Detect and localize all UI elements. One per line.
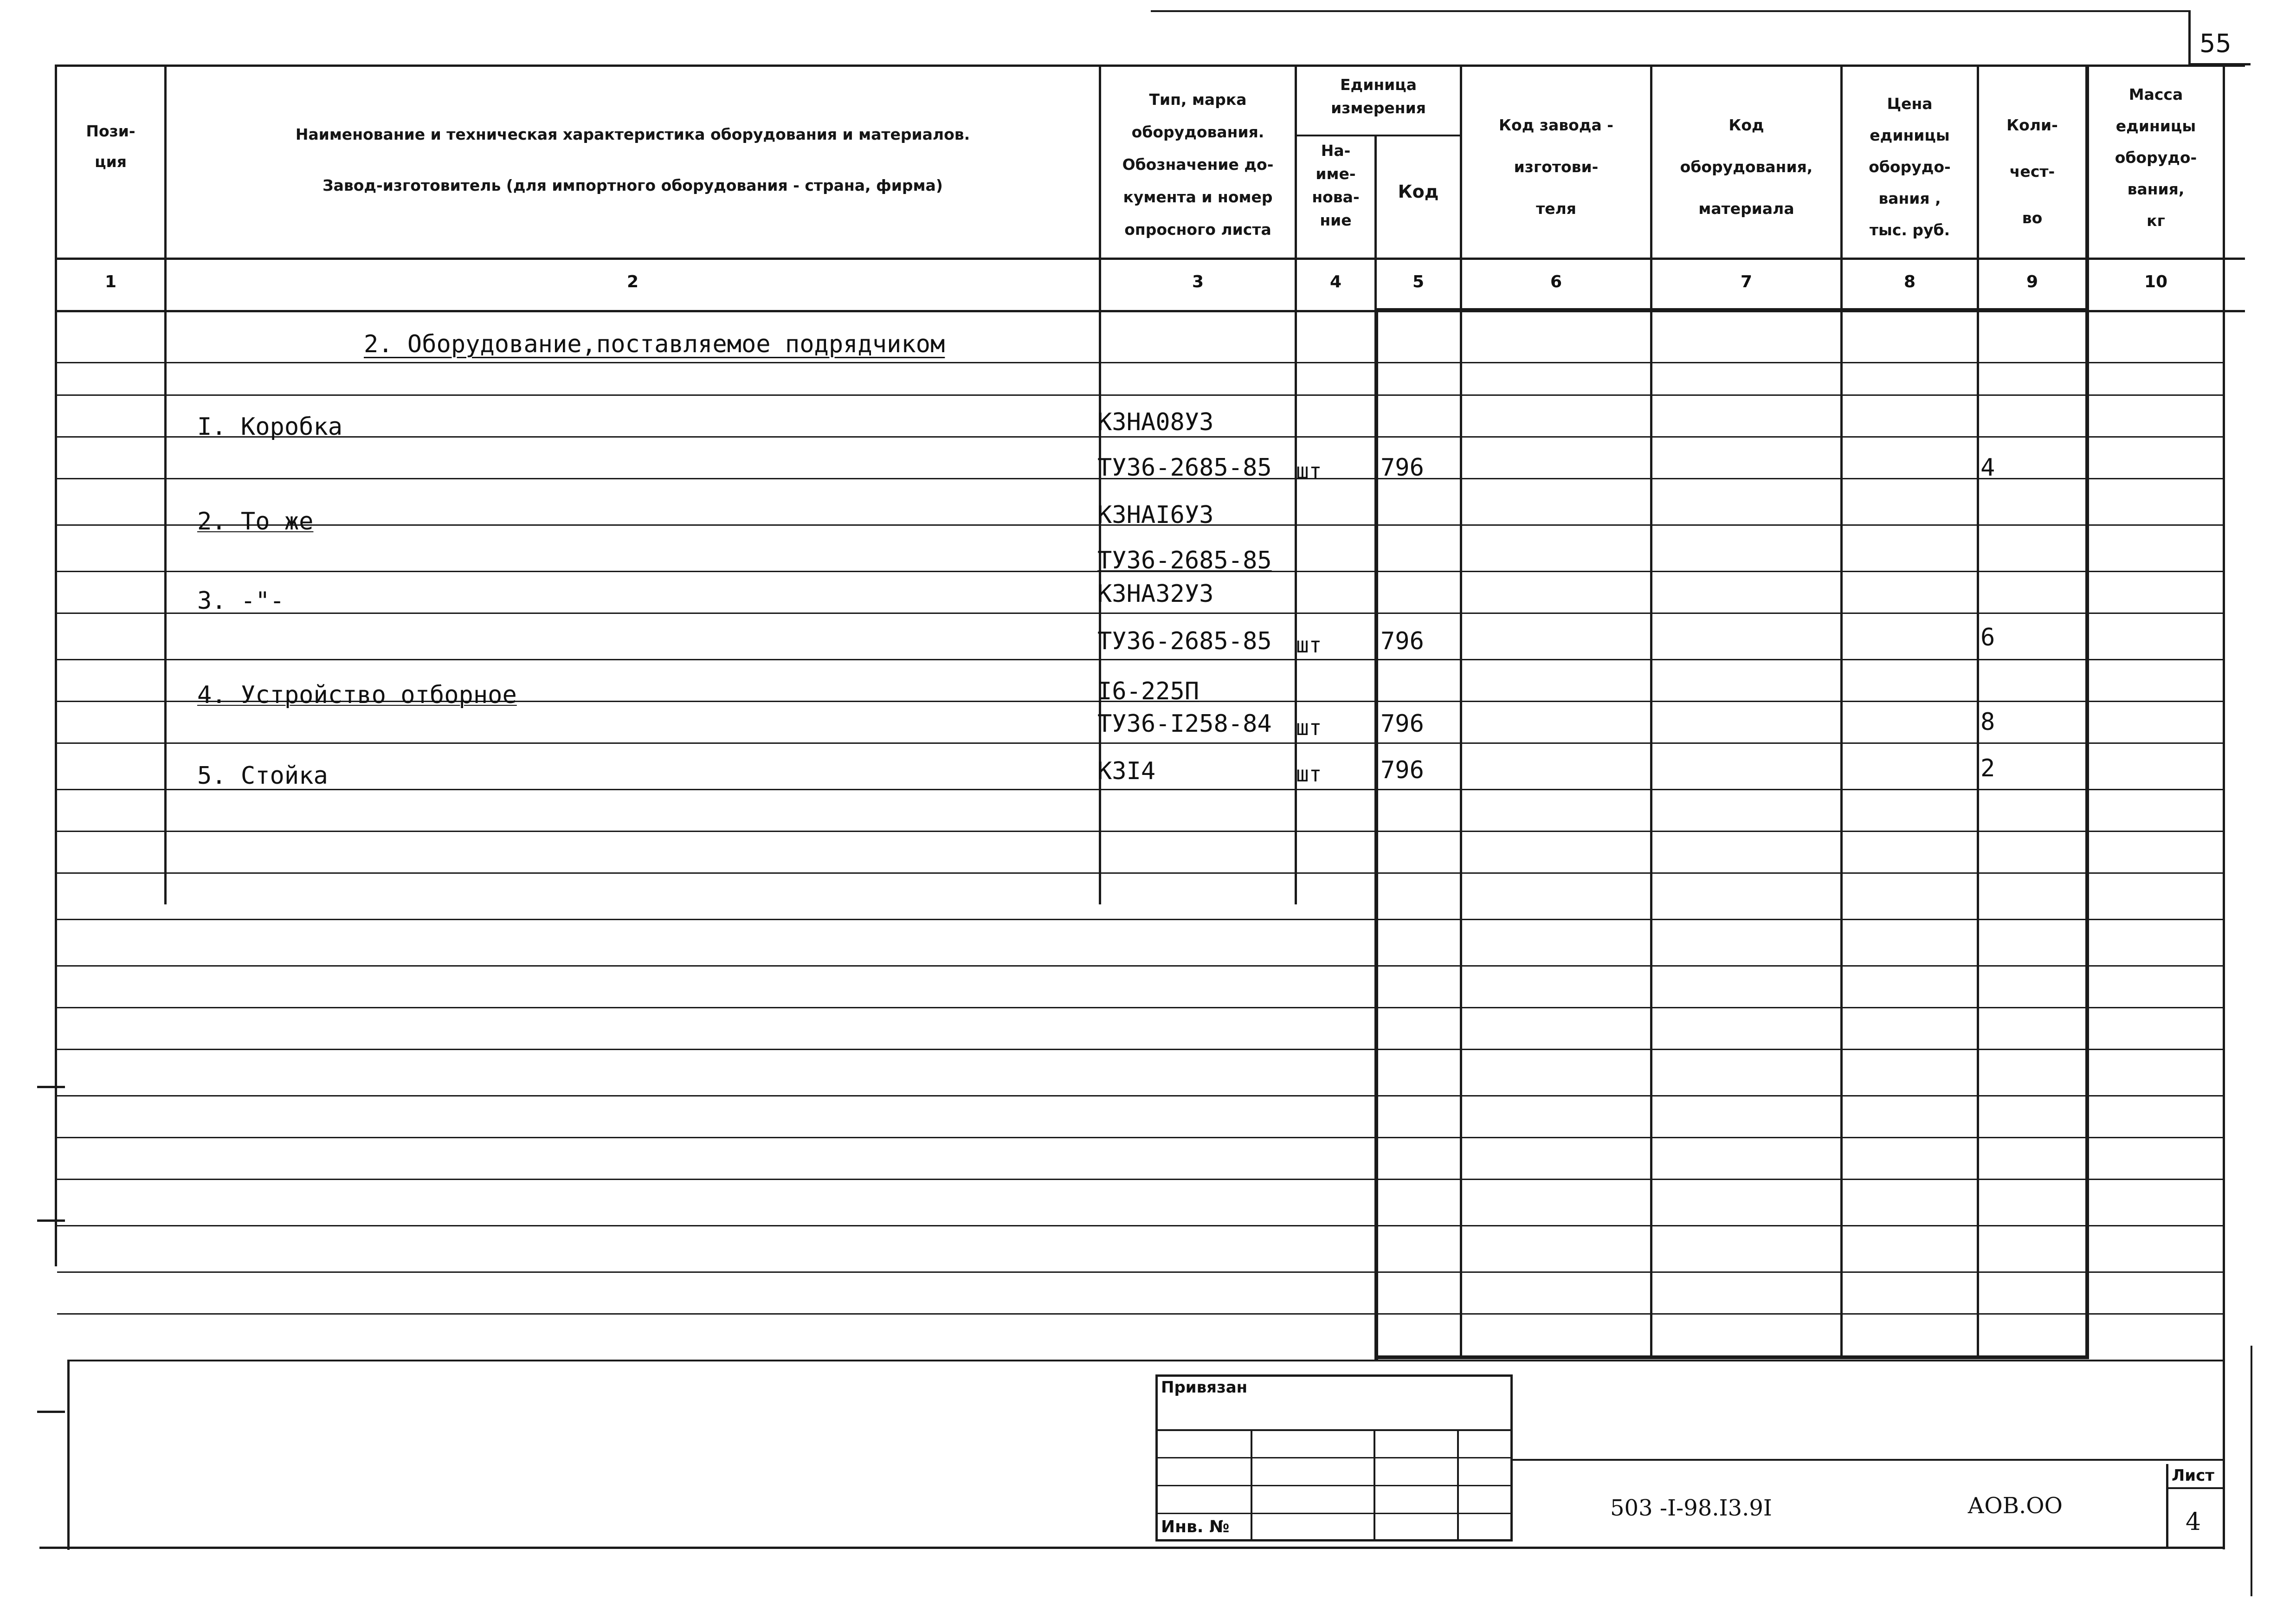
top-border-line — [1151, 10, 2190, 12]
col-line-6 — [1650, 64, 1652, 1359]
row-type: КЗНАI6УЗ — [1097, 501, 1214, 529]
stamp-left — [67, 1360, 70, 1550]
row-name: I. Коробка — [197, 413, 343, 441]
colnum-5: 5 — [1412, 272, 1425, 291]
row-line — [57, 965, 2223, 967]
row-line — [57, 1271, 2223, 1273]
hdr-price: Цена единицы оборудо- вания , тыс. руб. — [1869, 95, 1951, 239]
row-line — [57, 742, 2223, 744]
row-line — [57, 659, 2223, 660]
attached-v2 — [1374, 1429, 1375, 1541]
page-bottom — [39, 1547, 2225, 1549]
hdr-name: Наименование и техническая характеристика оборудования и материалов. Завод-изготовитель (для импортного оборудования - страна, фирма) — [295, 125, 970, 194]
hdr-qty: Коли- чест- во — [2006, 116, 2058, 227]
row-line — [57, 1313, 2223, 1315]
colnum-7: 7 — [1740, 272, 1753, 291]
unit-split — [1295, 135, 1462, 136]
row-code: 796 — [1380, 627, 1424, 655]
margin-tick-2 — [37, 1219, 65, 1222]
colnum-4: 4 — [1329, 272, 1342, 291]
attached-h1 — [1155, 1429, 1513, 1431]
attached-label: Привязан — [1161, 1378, 1248, 1397]
row-qty: 8 — [1980, 708, 1995, 736]
attached-h3 — [1155, 1485, 1513, 1486]
colnum-9: 9 — [2026, 272, 2038, 291]
attached-h4 — [1155, 1513, 1513, 1514]
row-qty: 6 — [1980, 624, 1995, 651]
sheet-box-left — [2188, 10, 2191, 65]
row-type: К3I4 — [1097, 757, 1156, 785]
row-line — [57, 394, 2223, 396]
row-unit: шт — [1296, 761, 1322, 787]
doc-mark: АОВ.ОО — [1967, 1493, 2063, 1519]
row-line — [57, 1225, 2223, 1226]
row-type: ТУ36-I258-84 — [1097, 710, 1272, 738]
colnum-3: 3 — [1192, 272, 1204, 291]
row-qty: 4 — [1980, 454, 1995, 482]
row-line — [57, 1049, 2223, 1050]
row-name: 5. Стойка — [197, 762, 328, 790]
row-line — [57, 1007, 2223, 1008]
row-type: КЗНА08УЗ — [1097, 408, 1214, 436]
row-type: I6-225П — [1097, 677, 1200, 705]
hdr-type: Тип, марка оборудования. Обозначение до- кумента и номер опросного листа — [1122, 90, 1274, 239]
attached-v1 — [1251, 1429, 1252, 1541]
qty-block-bottom — [1374, 1355, 2089, 1359]
col-line-9 — [2085, 64, 2089, 1359]
row-line — [57, 1095, 2223, 1096]
colnum-6: 6 — [1550, 272, 1562, 291]
colnum-2: 2 — [626, 272, 639, 291]
row-type: ТУ36-2685-85 — [1097, 454, 1272, 482]
hdr-position: Пози- ция — [86, 122, 135, 171]
row-code: 796 — [1380, 710, 1424, 738]
row-name: 4. Устройство отборное — [197, 681, 517, 709]
margin-tick-3 — [37, 1411, 65, 1413]
row-line — [57, 789, 2223, 790]
section-title: 2. Оборудование,поставляемое подрядчиком — [364, 330, 945, 358]
row-line — [57, 831, 2223, 832]
row-line — [57, 1137, 2223, 1138]
row-code: 796 — [1380, 454, 1424, 482]
margin-tick-1 — [37, 1086, 65, 1088]
colnum-8: 8 — [1903, 272, 1916, 291]
row-line — [57, 436, 2223, 438]
sheet-label: Лист — [2172, 1466, 2214, 1485]
attached-v3 — [1457, 1429, 1459, 1541]
row-type: ТУ36-2685-85 — [1097, 547, 1272, 574]
outer-right-stub — [2251, 1346, 2252, 1596]
row-unit: шт — [1296, 632, 1322, 658]
row-line — [57, 613, 2223, 614]
stamp-top — [67, 1360, 2225, 1361]
row-type: ТУ36-2685-85 — [1097, 627, 1272, 655]
col-line-8 — [1977, 64, 1979, 1359]
row-name: 2. То же — [197, 508, 314, 535]
hdr-factory-code: Код завода - изготови- теля — [1499, 116, 1613, 218]
sheet-cell-split — [2166, 1487, 2225, 1489]
row-name: 3. -"- — [197, 587, 284, 615]
doc-code-top — [1513, 1459, 2223, 1461]
inv-label: Инв. № — [1161, 1517, 1230, 1536]
attached-h2 — [1155, 1457, 1513, 1458]
col-line-7 — [1840, 64, 1843, 1359]
hdr-equip-code: Код оборудования, материала — [1680, 116, 1813, 218]
col-line-4b — [1374, 310, 1378, 1361]
hdr-unit: Единица измерения — [1331, 76, 1426, 117]
sheet-number-top: 55 — [2199, 29, 2232, 58]
row-unit: шт — [1296, 458, 1322, 484]
qty-block-top — [1374, 308, 2089, 311]
row-code: 796 — [1380, 756, 1424, 784]
hdr-unit-code: Код — [1398, 181, 1439, 202]
row-type: КЗНА32УЗ — [1097, 580, 1214, 608]
row-line — [57, 362, 2223, 363]
row-line — [57, 919, 2223, 920]
header-bottom — [55, 258, 2245, 260]
col-line-10 — [2223, 64, 2225, 1549]
row-qty: 2 — [1980, 755, 1995, 782]
col-line-5 — [1460, 64, 1462, 1359]
table-top — [55, 64, 2245, 67]
sheet-value: 4 — [2186, 1508, 2201, 1536]
row-unit: шт — [1296, 715, 1322, 740]
colnum-10: 10 — [2144, 272, 2168, 291]
hdr-unit-name: На- име- нова- ние — [1312, 142, 1360, 229]
hdr-mass: Масса единицы оборудо- вания, кг — [2115, 85, 2197, 230]
doc-code: 503 -I-98.I3.9I — [1610, 1495, 1772, 1521]
row-line — [57, 872, 2223, 874]
colnum-1: 1 — [104, 272, 117, 291]
row-line — [57, 1179, 2223, 1180]
